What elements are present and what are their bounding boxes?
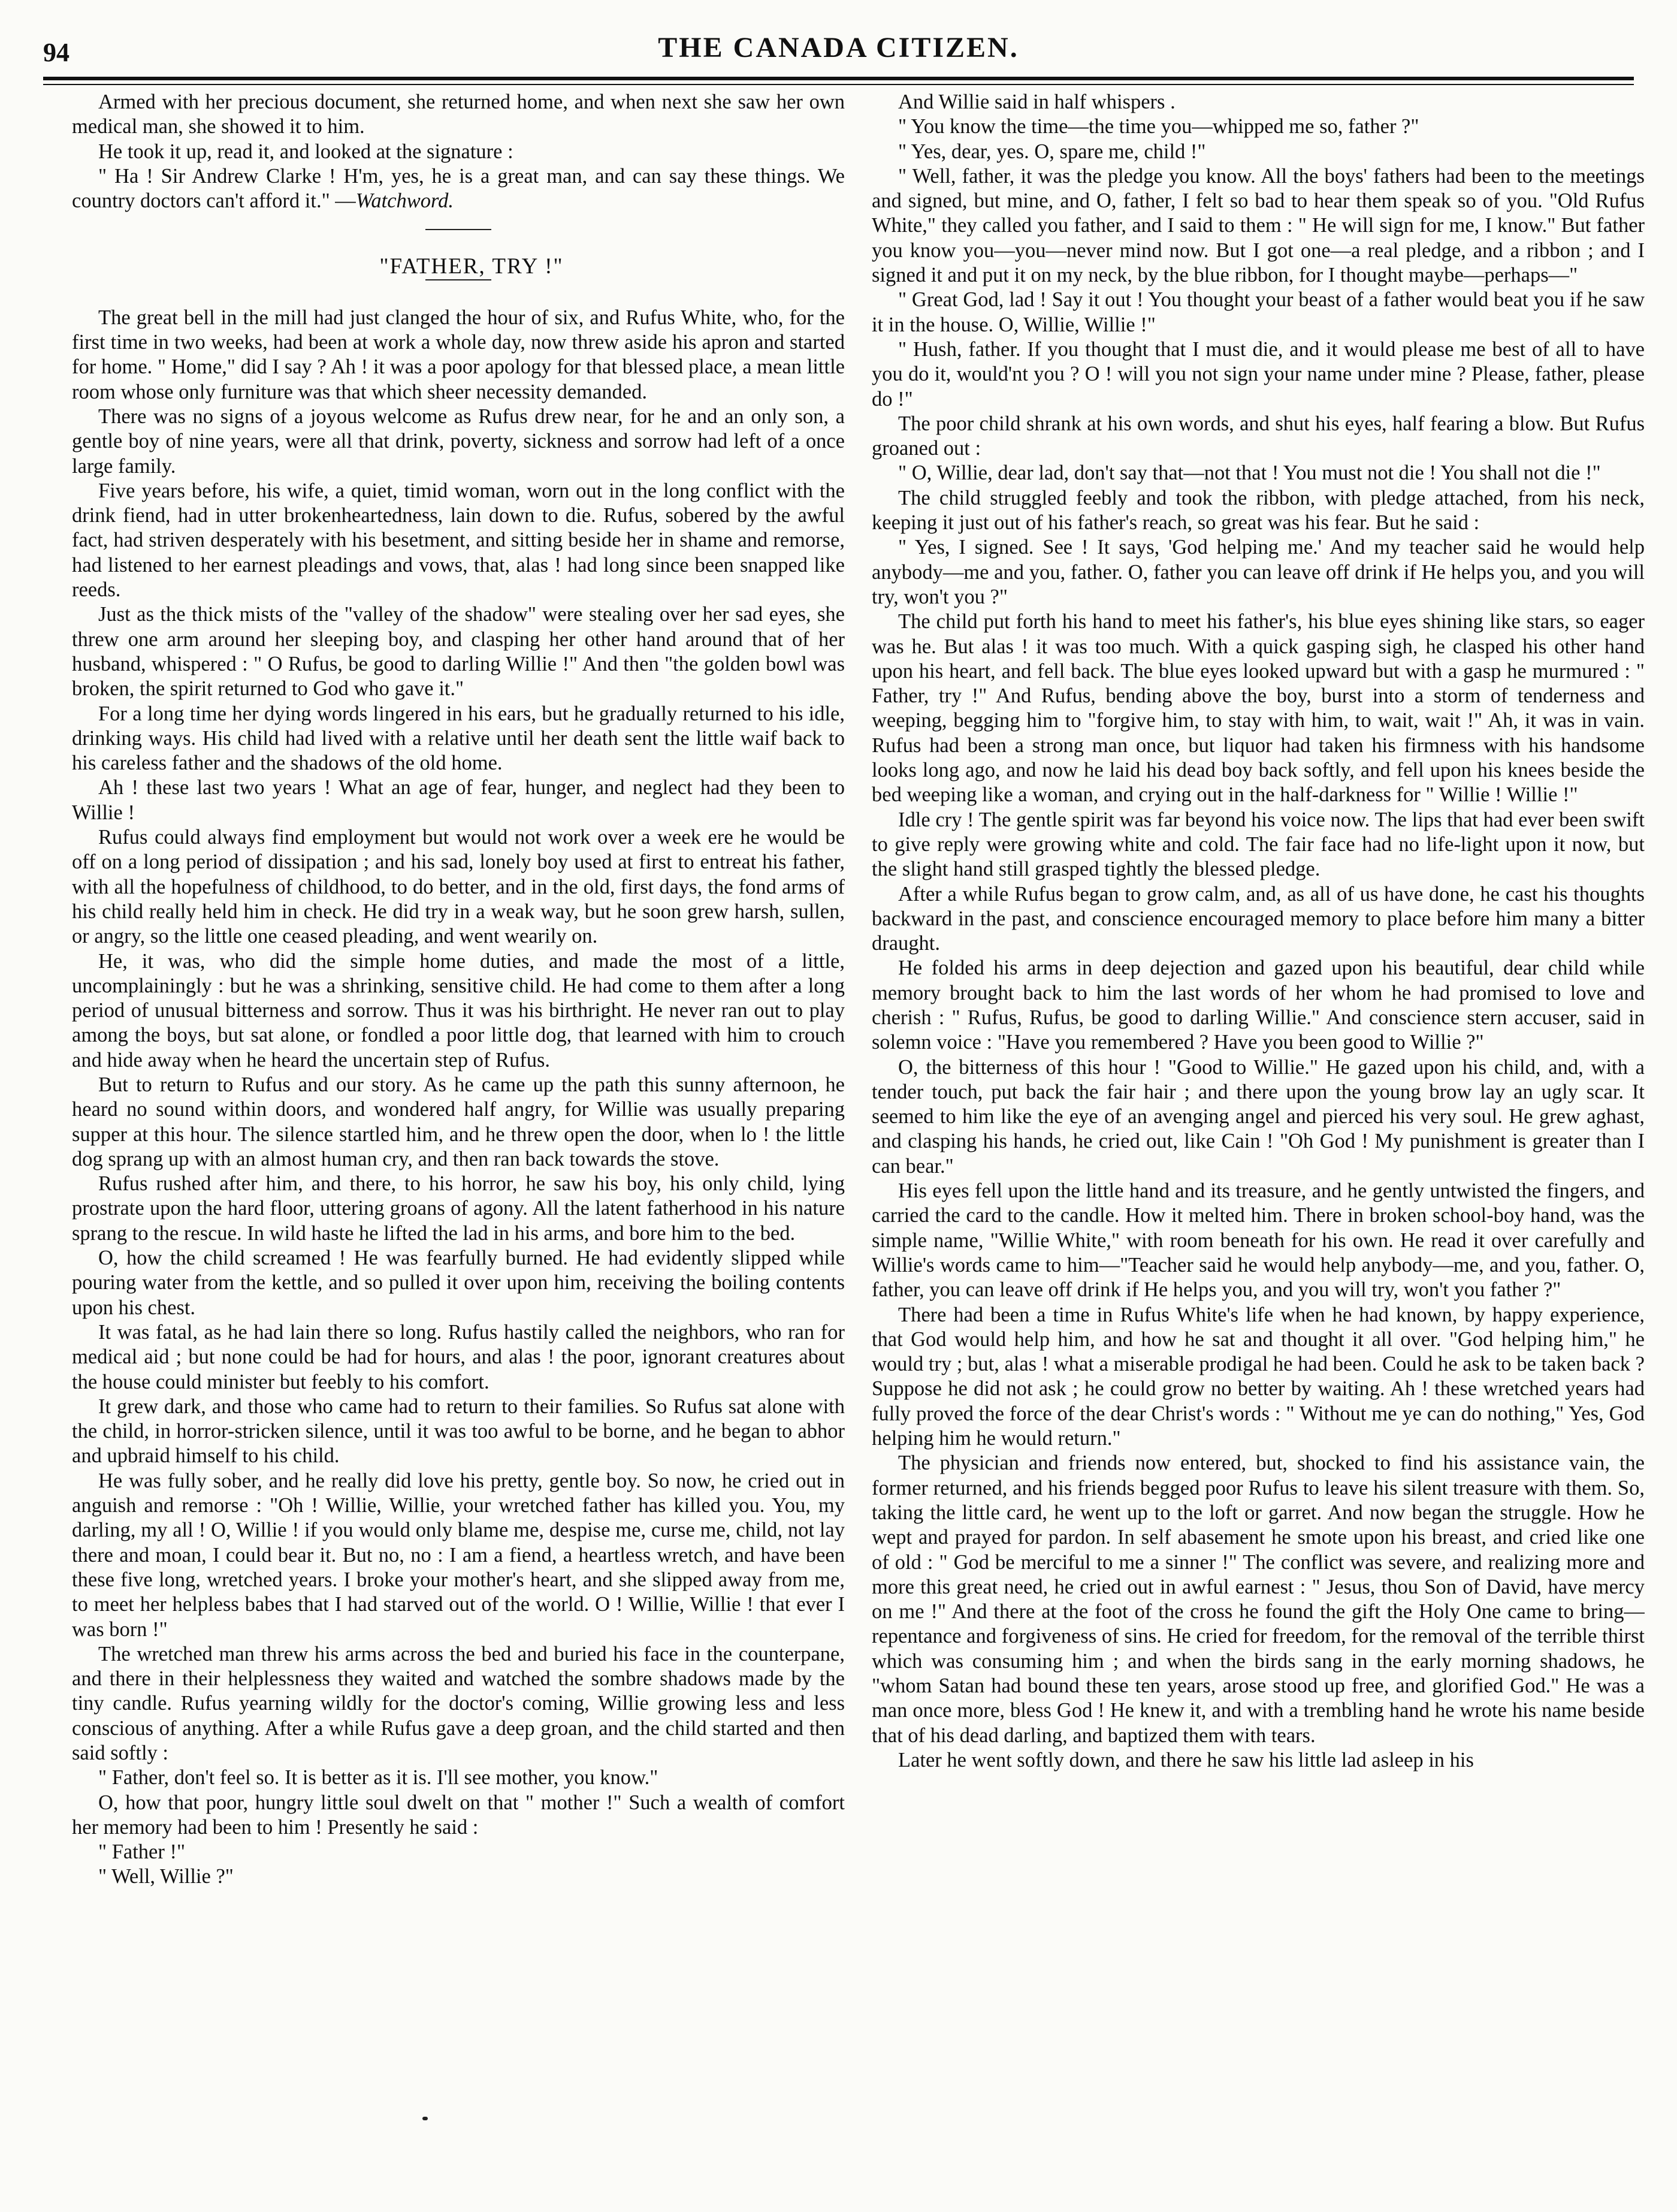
- story-paragraph: " Well, Willie ?": [98, 1865, 234, 1888]
- story-paragraph: " Father, don't feel so. It is better as it is. I'll see mother, you know.": [98, 1766, 658, 1789]
- story-paragraph: " Yes, I signed. See ! It says, 'God helping me.' And my teacher said he would help anybody—me and you, father. O, father you can leave off drink if He helps you, and you will try, won't you ?": [872, 536, 1645, 608]
- intro-paragraph: [72, 164, 845, 214]
- story-paragraph: He, it was, who did the simple home duties, and made the most of a little, uncomplainingly : but he was a shrinking, sensitive child. He had come to them after a long period of unusual bitterness and sorrow. Thus it was his birthright. He never ran out to play among the boys, but sat alone, or fondled a poor little dog, that learned with him to crouch and hide away when he heard the uncertain step of Rufus.: [72, 949, 845, 1072]
- story-paragraph: Five years before, his wife, a quiet, timid woman, worn out in the long conflict with the drink fiend, had in utter brokenheartedness, lain down to die. Rufus, sobered by the awful fact, had striven desperately with his besetment, and sitting beside her in shame and remorse, had listened to her earnest pleadings and vows, that, alas ! had long since been snapped like reeds.: [72, 479, 845, 602]
- story-title: "FATHER, TRY !": [379, 254, 564, 279]
- story-paragraph: O, how the child screamed ! He was fearfully burned. He had evidently slipped while pouring water from the kettle, and so pulled it over upon him, receiving the boiling contents upon his chest.: [72, 1247, 845, 1319]
- story-paragraph: Ah ! these last two years ! What an age of fear, hunger, and neglect had they been to Willie !: [72, 776, 845, 824]
- story-paragraph: Rufus rushed after him, and there, to his horror, he saw his boy, his only child, lying prostrate upon the hard floor, uttering groans of agony. All the latent fatherhood in his nature sprang to the rescue. In wild haste he lifted the lad in his arms, and bore him to the bed.: [72, 1172, 845, 1245]
- header-rule-thick: [43, 77, 1634, 80]
- story-paragraph: Idle cry ! The gentle spirit was far beyond his voice now. The lips that had ever been swift to give reply were growing white and cold. The fair face had no life-light upon it now, but the slight hand still grasped tightly the blessed pledge.: [872, 808, 1645, 881]
- story-paragraph: And Willie said in half whispers .: [898, 90, 1176, 113]
- header-rule-thin: [43, 84, 1634, 85]
- left-column: [72, 90, 845, 2151]
- story-paragraph: " Great God, lad ! Say it out ! You thought your beast of a father would beat you if he saw it in the house. O, Willie, Willie !": [872, 288, 1645, 336]
- story-paragraph: The child put forth his hand to meet his father's, his blue eyes shining like stars, so eager was he. But alas ! it was too much. With a quick gasping sigh, he clasped his other hand upon his heart, and fell back. The blue eyes looked upward but with a gasp he murmured : " Father, try !" And Rufus, bending above the boy, burst into a storm of tenderness and weeping, begging him to "forgive him, to stay with him, to wait, wait !" Ah, it was in vain. Rufus had been a strong man once, but liquor had taken his firmness with his handsome looks long ago, and now he laid his dead boy back softly, and fell upon his knees beside the bed weeping like a woman, and crying out in the half-darkness for " Willie ! Willie !": [872, 610, 1645, 807]
- story-paragraph: There was no signs of a joyous welcome as Rufus drew near, for he and an only son, a gentle boy of nine years, were all that drink, poverty, sickness and sorrow had left of a once large family.: [72, 405, 845, 478]
- publication-title: THE CANADA CITIZEN.: [658, 32, 1019, 64]
- intro-paragraph: Armed with her precious document, she returned home, and when next she saw her own medical man, she showed it to him.: [72, 90, 845, 138]
- story-paragraph: The child struggled feebly and took the ribbon, with pledge attached, from his neck, keeping it just out of his father's reach, so great was his fear. But he said :: [872, 486, 1645, 535]
- story-paragraph: " Yes, dear, yes. O, spare me, child !": [898, 140, 1206, 163]
- section-divider: [425, 229, 491, 230]
- story-paragraph: O, the bitterness of this hour ! "Good to Willie." He gazed upon his child, and, with a tender touch, put back the fair hair ; and there upon the young brow lay an ugly scar. It seemed to him like the eye of an avenging angel and pierced his very soul. He grew aghast, and clasping his hands, he cried out, like Cain ! "Oh God ! My punishment is greater than I can bear.": [872, 1055, 1645, 1178]
- right-column: [872, 90, 1645, 2151]
- story-paragraph: Later he went softly down, and there he saw his little lad asleep in his: [898, 1748, 1474, 1772]
- story-paragraph: " Hush, father. If you thought that I must die, and it would please me best of all to have you do it, would'nt you ? O ! will you not sign your name under mine ? Please, father, please do !": [872, 337, 1645, 411]
- story-paragraph: The poor child shrank at his own words, and shut his eyes, half fearing a blow. But Rufus groaned out :: [872, 412, 1645, 460]
- story-paragraph: " O, Willie, dear lad, don't say that—not that ! You must not die ! You shall not die !": [898, 461, 1601, 485]
- story-paragraph: His eyes fell upon the little hand and its treasure, and he gently untwisted the fingers, and carried the card to the candle. How it melted him. There in broken school-boy hand, was the simple name, "Willie White," with room beneath for his own. He read it over carefully and Willie's words came to him—"Teacher said he would help anybody—me, and you, father. O, father, you can leave off drink if He helps you, and you will try, won't you father ?": [872, 1179, 1645, 1302]
- story-paragraph: He folded his arms in deep dejection and gazed upon his beautiful, dear child while memory brought back to him the last words of her whom he had promised to love and cherish : " Rufus, Rufus, be good to darling Willie." And conscience stern accuser, said in solemn voice : "Have you remembered ? Have you been good to Willie ?": [872, 956, 1645, 1054]
- story-paragraph: He was fully sober, and he really did love his pretty, gentle boy. So now, he cried out in anguish and remorse : "Oh ! Willie, Willie, your wretched father has killed you. You, my darling, my all ! O, Willie ! if you would only blame me, despise me, curse me, child, not lay there and moan, I could bear it. But no, no : I am a fiend, a heartless wretch, and have been these five long, wretched years. I broke your mother's heart, and she slipped away from me, to meet her helpless babes that I had starved out of the world. O ! Willie, Willie ! that ever I was born !": [72, 1469, 845, 1641]
- story-paragraph: Rufus could always find employment but would not work over a week ere he would be off on a long period of dissipation ; and his sad, lonely boy used at first to entreat his father, with all the hopefulness of childhood, to do better, and in the old, first days, the fond arms of his child really held him in check. He did try in a weak way, but he soon grew harsh, sullen, or angry, so the little one ceased pleading, and went wearily on.: [72, 826, 845, 948]
- story-paragraph: " Father !": [98, 1840, 186, 1864]
- story-paragraph: It grew dark, and those who came had to return to their families. So Rufus sat alone with the child, in horror-stricken silence, until it was too awful to be borne, and he began to abhor and upbraid himself to his child.: [72, 1395, 845, 1468]
- story-paragraph: The great bell in the mill had just clanged the hour of six, and Rufus White, who, for the first time in two weeks, had been at work a whole day, now threw aside his apron and started for home. " Home," did I say ? Ah ! it was a poor apology for that blessed place, a mean little room whose only furniture was that which sheer necessity demanded.: [72, 306, 845, 403]
- page-number: 94: [43, 38, 70, 67]
- intro-source: Watchword.: [355, 189, 454, 213]
- story-paragraph: The wretched man threw his arms across the bed and buried his face in the counterpane, and there in their helplessness they waited and watched the sombre shadows made by the tiny candle. Rufus yearning wildly for the doctor's coming, Willie growing less and less conscious of anything. After a while Rufus gave a deep groan, and the child started and then said softly :: [72, 1642, 845, 1764]
- story-paragraph: But to return to Rufus and our story. As he came up the path this sunny afternoon, he heard no sound within doors, and wondered half angry, for Willie was usually preparing supper at this hour. The silence startled him, and he threw open the door, when lo ! the little dog sprang up with an almost human cry, and then ran back towards the stove.: [72, 1073, 845, 1170]
- story-paragraph: For a long time her dying words lingered in his ears, but he gradually returned to his idle, drinking ways. His child had lived with a relative until her death sent the little waif back to his careless father and the shadows of the old home.: [72, 702, 845, 775]
- title-rule: [425, 279, 491, 280]
- story-paragraph: After a while Rufus began to grow calm, and, as all of us have done, he cast his thoughts backward in the past, and conscience encouraged memory to place before him many a bitter draught.: [872, 882, 1645, 955]
- intro-quote: " Ha ! Sir Andrew Clarke ! H'm, yes, he is a great man, and can say these things. We country doctors can't afford it." —: [72, 164, 845, 213]
- story-paragraph: " You know the time—the time you—whipped me so, father ?": [898, 115, 1419, 138]
- story-paragraph: It was fatal, as he had lain there so long. Rufus hastily called the neighbors, who ran for medical aid ; but none could be had for hours, and alas ! the poor, ignorant creatures about the house could minister but feebly to his comfort.: [72, 1320, 845, 1393]
- story-paragraph: " Well, father, it was the pledge you know. All the boys' fathers had been to the meetings and signed, but mine, and O, father, I felt so bad to hear them speak so of you. "Old Rufus White," they called you father, and I said to them : " He will sign for me, I know." But father you know you—you—never mind now. But I got one—a real pledge, and a ribbon ; and I signed it and put it on my neck, by the blue ribbon, for I thought maybe—perhaps—": [872, 164, 1645, 287]
- left-story-body: [72, 306, 845, 1890]
- story-paragraph: The physician and friends now entered, but, shocked to find his assistance vain, the former returned, and his friends begged poor Rufus to leave his silent treasure with them. So, taking the little card, he went up to the loft or garret. And now began the struggle. How he wept and prayed for pardon. In self abasement he smote upon his breast, and cried like one of old : " God be merciful to me a sinner !" The conflict was severe, and realizing more and more this great need, he cried out in awful earnest : " Jesus, thou Son of David, have mercy on me !" And there at the foot of the cross he found the gift the Holy One came to bring—repentance and forgiveness of sins. He cried for freedom, for the removal of the terrible thirst which was consuming him ; and when the birds sang in the early morning shadows, he "whom Satan had bound these ten years, arose stood up free, and glorified God." He was a man once more, bless God ! He knew it, and with a trembling hand he wrote his name beside that of his dead darling, and baptized them with tears.: [872, 1451, 1645, 1747]
- intro-paragraph: He took it up, read it, and looked at the signature :: [98, 140, 513, 163]
- story-paragraph: Just as the thick mists of the "valley of the shadow" were stealing over her sad eyes, she threw one arm around her sleeping boy, and clasping her other hand around that of her husband, whispered : " O Rufus, be good to darling Willie !" And then "the golden bowl was broken, the spirit returned to God who gave it.": [72, 603, 845, 701]
- story-paragraph: O, how that poor, hungry little soul dwelt on that " mother !" Such a wealth of comfort her memory had been to him ! Presently he said :: [72, 1791, 845, 1839]
- story-paragraph: There had been a time in Rufus White's life when he had known, by happy experience, that God would help him, and how he sat and thought it all over. "God helping him," he would try ; but, alas ! what a miserable prodigal he had been. Could he ask to be taken back ? Suppose he did not ask ; he could grow no better by waiting. Ah ! these wretched years had fully proved the force of the dear Christ's words : " Without me ye can do nothing," Yes, God helping him he would return.": [872, 1303, 1645, 1450]
- ink-speck: [422, 2117, 428, 2120]
